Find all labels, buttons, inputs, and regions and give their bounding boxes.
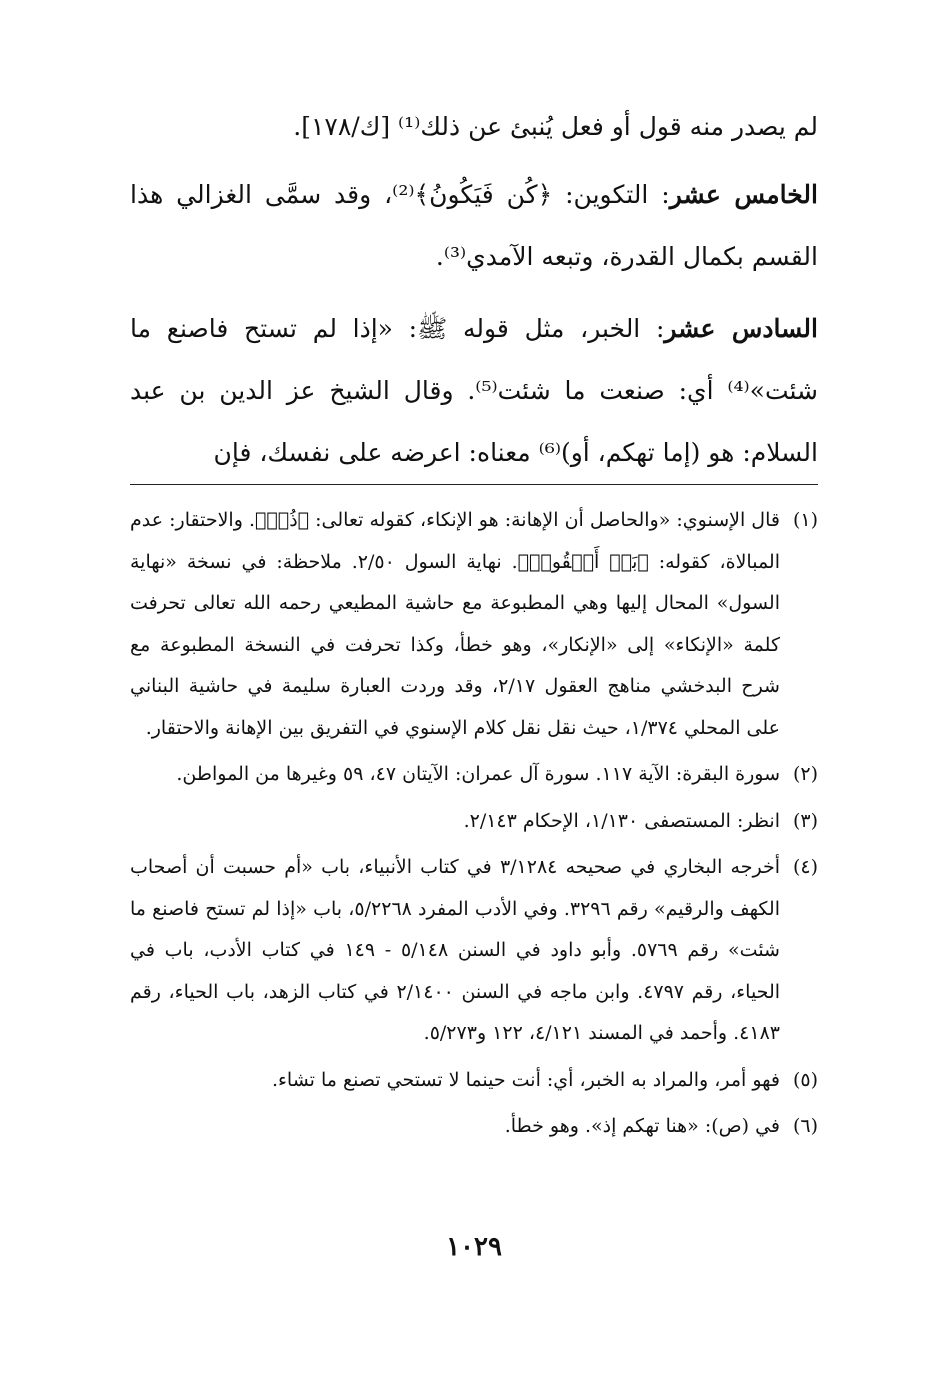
footnote-text: في (ص): «هنا تهكم إذ». وهو خطأ.: [504, 1115, 780, 1137]
footnote: [130, 847, 818, 1055]
footnote: [130, 500, 818, 749]
footnote-separator: [130, 484, 818, 485]
footnote: [130, 1060, 818, 1102]
paragraph-1-text: لم يصدر منه قول أو فعل يُنبئ عن ذلك⁽¹⁾ [ك/١٧٨].: [293, 112, 818, 141]
page-number: ١٠٢٩: [446, 1232, 502, 1262]
paragraph-3-body: : الخبر، مثل قوله ﷺ: «إذا لم تستح فاصنع ما شئت»⁽⁴⁾ أي: صنعت ما شئت⁽⁵⁾. وقال الشيخ عز الدين بن عبد السلام: هو (إما تهكم، أو)⁽⁶⁾ معناه: اعرضه على نفسك، فإن: [130, 314, 819, 467]
footnote-number: (٣): [792, 809, 818, 832]
footnote: [130, 1106, 818, 1148]
footnote-number: (٢): [792, 763, 818, 785]
footnote-text: أخرجه البخاري في صحيحه ٣/١٢٨٤ في كتاب الأنبياء، باب «أم حسبت أن أصحاب الكهف والرقيم» رقم ٣٢٩٦. وفي الأدب المفرد ٥/٢٢٦٨، باب «إذا لم تستح فاصنع ما شئت» رقم ٥٧٦٩. وأبو داود في السنن ٥/١٤٨ - ١٤٩ في كتاب الأدب، باب في الحياء، رقم ٤٧٩٧. وابن ماجه في السنن ٢/١٤٠٠ في كتاب الزهد، باب الحياء، رقم ٤١٨٣. وأحمد في المسند ٤/١٢١، ١٢٢ و٥/٢٧٣.: [130, 856, 781, 1044]
footnote-number: (١): [792, 509, 818, 531]
paragraph-1: [130, 96, 818, 158]
footnote-number: (٦): [792, 1115, 818, 1137]
main-text: [130, 96, 818, 494]
footnote: [130, 754, 818, 796]
section-heading-16: السادس عشر: [664, 314, 818, 343]
footnote-text: انظر: المستصفى ١/١٣٠، الإحكام ٢/١٤٣.: [463, 809, 780, 832]
footnote-text: سورة البقرة: الآية ١١٧. سورة آل عمران: الآيتان ٤٧، ٥٩ وغيرها من المواطن.: [176, 763, 780, 785]
footnotes: [130, 500, 818, 1153]
paragraph-3: [130, 298, 818, 484]
section-heading-15: الخامس عشر: [669, 180, 818, 209]
footnote-number: (٥): [792, 1068, 818, 1091]
paragraph-2: [130, 164, 818, 288]
footnote: [130, 801, 818, 843]
paragraph-2-body: : التكوين: ﴿كُن فَيَكُونُ﴾⁽²⁾، وقد سمَّى الغزالي هذا القسم بكمال القدرة، وتبعه الآمدي⁽³⁾.: [130, 180, 818, 271]
footnote-text: قال الإسنوي: «والحاصل أن الإهانة: هو الإنكاء، كقوله تعالى: ﴿ذُقۡ﴾. والاحتقار: عدم المبالاة، كقوله: ﴿بَلۡ أَلۡقُوا۟﴾. نهاية السول ٢/٥٠. ملاحظة: في نسخة «نهاية السول» المحال إليها وهي المطبوعة مع حاشية المطيعي رحمه الله تعالى تحرفت كلمة «الإنكاء» إلى «الإنكار»، وهو خطأ، وكذا تحرفت في النسخة المطبوعة مع شرح البدخشي مناهج العقول ٢/١٧، وقد وردت العبارة سليمة في حاشية البناني على المحلي ١/٣٧٤، حيث نقل نقل كلام الإسنوي في التفريق بين الإهانة والاحتقار.: [130, 509, 780, 739]
footnote-text: فهو أمر، والمراد به الخبر، أي: أنت حينما لا تستحي تصنع ما تشاء.: [271, 1068, 780, 1091]
footnote-number: (٤): [792, 856, 818, 878]
